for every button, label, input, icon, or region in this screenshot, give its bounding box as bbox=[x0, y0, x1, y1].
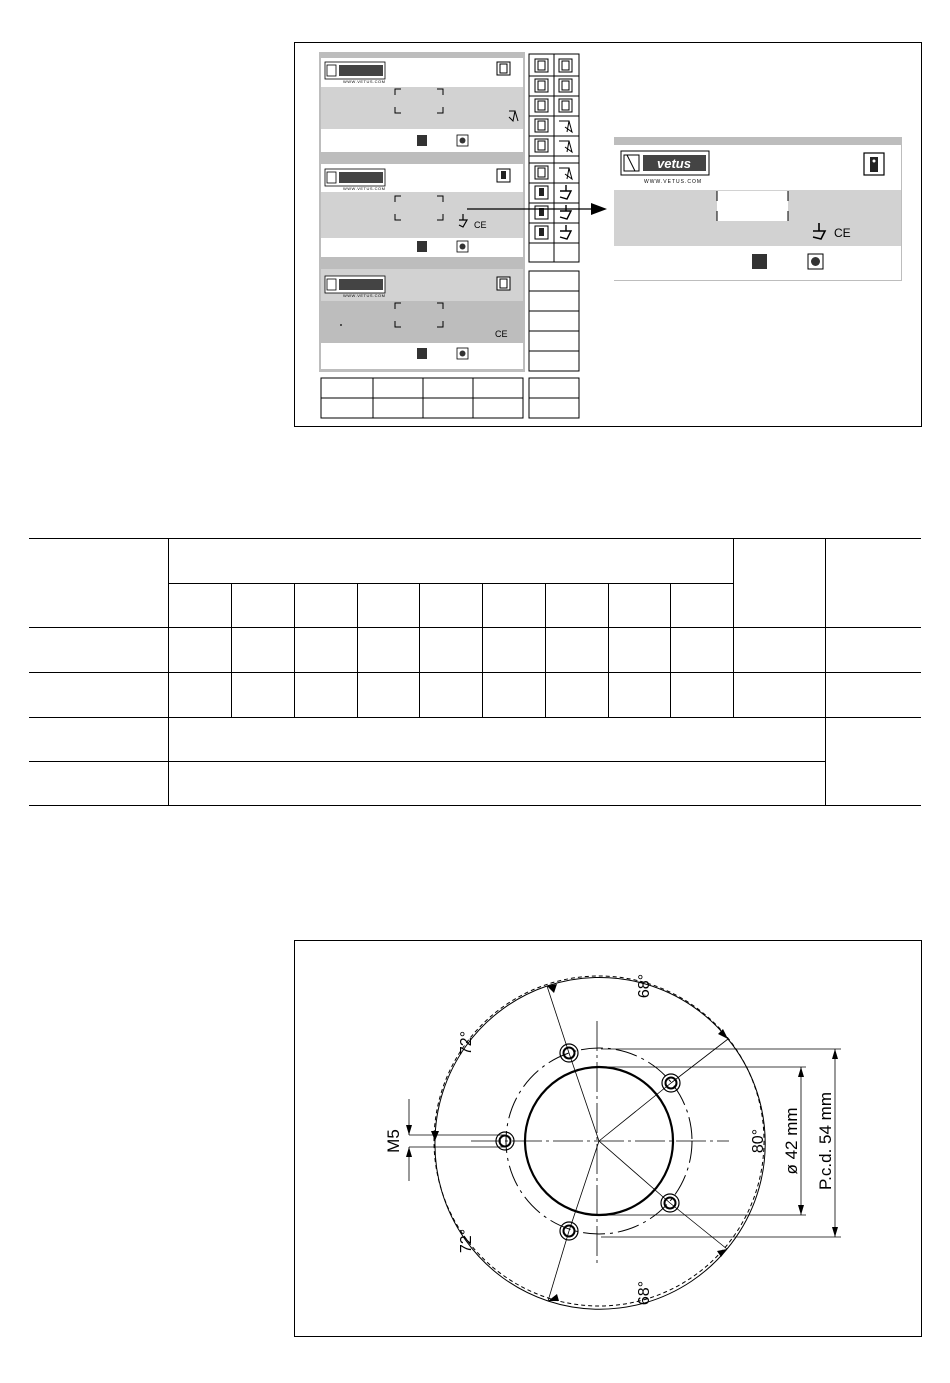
panel-variants-svg bbox=[295, 43, 921, 426]
recycle-icon bbox=[808, 254, 823, 269]
table-line bbox=[168, 538, 169, 806]
panel-variant-2 bbox=[319, 156, 525, 260]
table-line bbox=[670, 583, 671, 717]
table-line bbox=[29, 717, 921, 718]
table-line bbox=[482, 583, 483, 717]
angle-label-right: 80° bbox=[750, 1128, 767, 1154]
table-line bbox=[294, 583, 295, 717]
display-window bbox=[717, 191, 788, 221]
table-line bbox=[29, 538, 921, 539]
table-line bbox=[29, 761, 825, 762]
table-line bbox=[29, 805, 921, 806]
table-line bbox=[357, 583, 358, 717]
panel-order-table bbox=[321, 378, 523, 418]
specification-table bbox=[29, 538, 921, 806]
ce-mark: CE bbox=[474, 220, 487, 230]
ce-mark: CE bbox=[495, 329, 508, 339]
hole-pattern-figure bbox=[294, 940, 922, 1337]
panel-variant-1 bbox=[319, 52, 525, 156]
table-line bbox=[825, 538, 826, 806]
angle-label-top-right: 68° bbox=[636, 973, 653, 999]
toilet-icon bbox=[864, 153, 884, 175]
thread-label: M5 bbox=[384, 1129, 403, 1153]
table-line bbox=[733, 538, 734, 717]
hole-pattern-svg bbox=[295, 941, 921, 1336]
diameter-label: ø 42 mm bbox=[782, 1107, 801, 1175]
panel-variants-figure bbox=[294, 42, 922, 427]
panel-enlarged bbox=[614, 137, 902, 281]
angle-label-bottom-right: 68° bbox=[636, 1280, 653, 1306]
table-line bbox=[608, 583, 609, 717]
table-line bbox=[419, 583, 420, 717]
website-text: WWW.VETUS.COM bbox=[343, 79, 386, 84]
angle-label-top-left: 72° bbox=[458, 1030, 475, 1056]
website-text: WWW.VETUS.COM bbox=[343, 186, 386, 191]
manual-icon bbox=[752, 254, 767, 269]
table-line bbox=[231, 583, 232, 717]
logo-text: vetus bbox=[657, 156, 691, 171]
angle-label-bottom-left: 72° bbox=[458, 1228, 475, 1254]
table-line bbox=[29, 627, 921, 628]
panel-variant-3 bbox=[319, 260, 525, 372]
table-line bbox=[168, 583, 734, 584]
website-text: WWW.VETUS.COM bbox=[644, 179, 702, 185]
pcd-label: P.c.d. 54 mm bbox=[816, 1092, 835, 1190]
website-text: WWW.VETUS.COM bbox=[343, 293, 386, 298]
table-line bbox=[29, 672, 921, 673]
vetus-logo bbox=[621, 151, 709, 175]
table-line bbox=[545, 583, 546, 717]
ce-mark: CE bbox=[834, 226, 851, 240]
